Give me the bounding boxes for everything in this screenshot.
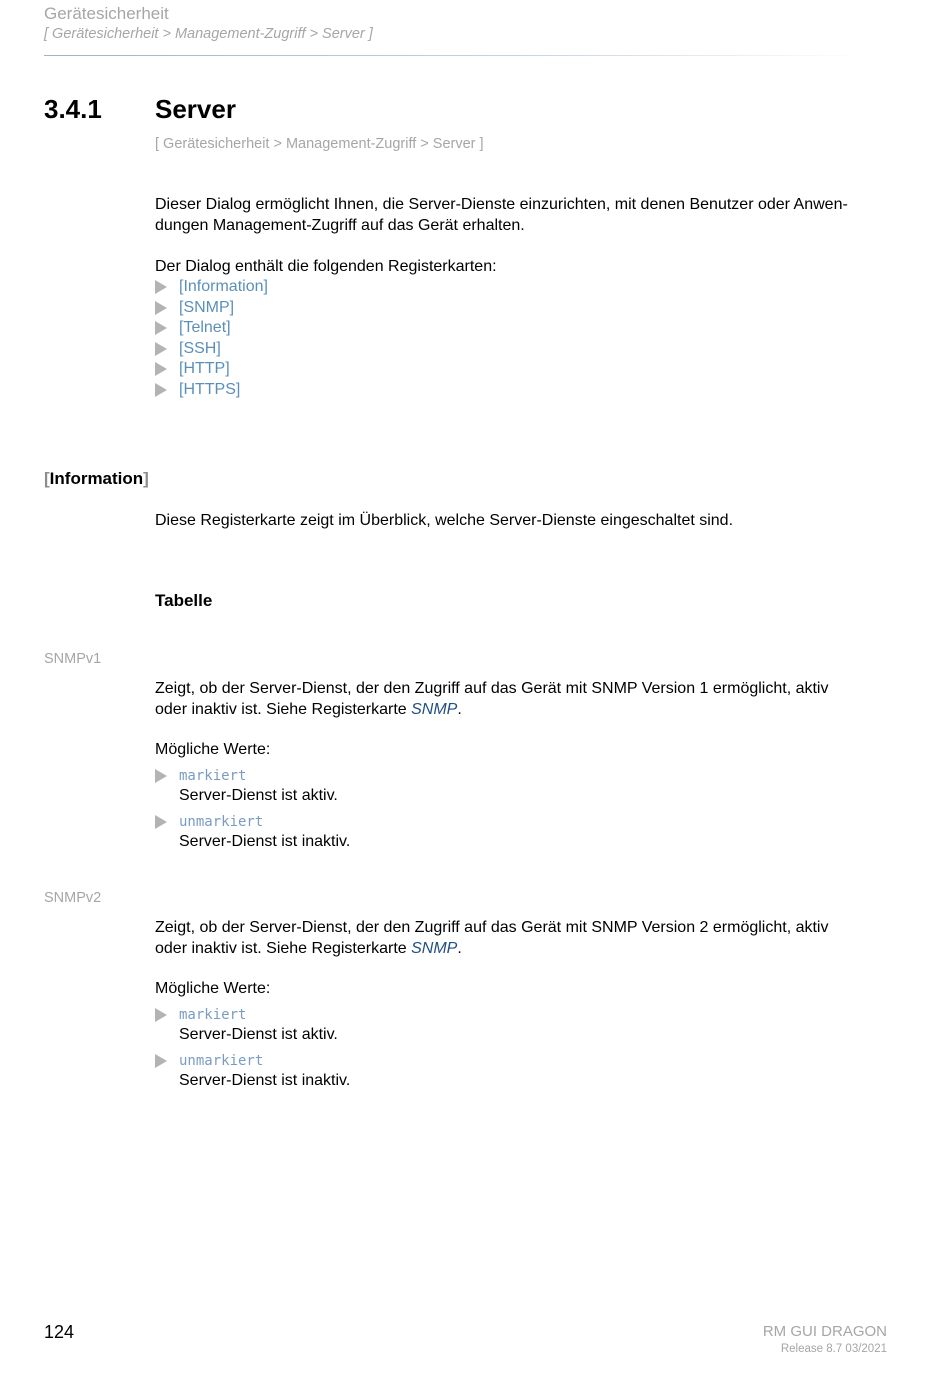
information-text: Diese Registerkarte zeigt im Überblick, welche Server-Dienste eingeschaltet sind.	[155, 512, 734, 529]
bullet-triangle-icon	[155, 321, 167, 335]
header-divider	[44, 55, 864, 56]
value-code: markiert	[179, 1007, 247, 1023]
snmp-tab-link[interactable]: SNMP	[411, 939, 458, 957]
tab-list-item[interactable]	[155, 298, 268, 319]
value-code: unmarkiert	[179, 1053, 264, 1069]
tab-list-item[interactable]	[155, 359, 268, 380]
bullet-triangle-icon	[155, 362, 167, 376]
intro-line-1: Dieser Dialog ermöglicht Ihnen, die Server-Dienste einzurichten, mit denen Benutzer oder Anwen-	[155, 196, 848, 213]
running-header-title: Gerätesicherheit	[44, 4, 169, 23]
tab-list-item[interactable]	[155, 318, 268, 339]
value-code: markiert	[179, 768, 247, 784]
bullet-triangle-icon	[155, 342, 167, 356]
desc-line-1: Zeigt, ob der Server-Dienst, der den Zugriff auf das Gerät mit SNMP Version 1 ermöglicht, aktiv	[155, 680, 829, 697]
tab-link-snmp[interactable]: [SNMP]	[179, 298, 235, 316]
tab-list-item[interactable]	[155, 380, 268, 401]
tab-list	[155, 277, 268, 400]
values-label: Mögliche Werte:	[155, 980, 271, 997]
footer-product: RM GUI DRAGON	[762, 1323, 887, 1340]
value-description: Server-Dienst ist aktiv.	[179, 1026, 338, 1043]
section-number: 3.4.1	[44, 94, 102, 124]
bullet-triangle-icon	[155, 280, 167, 294]
desc-line-2-pre: oder inaktiv ist. Siehe Registerkarte	[155, 700, 412, 718]
desc-line-1: Zeigt, ob der Server-Dienst, der den Zugriff auf das Gerät mit SNMP Version 2 ermöglicht, aktiv	[155, 919, 829, 936]
value-item	[155, 1051, 350, 1091]
values-list	[155, 766, 350, 858]
bullet-triangle-icon	[155, 1054, 167, 1068]
tab-link-https[interactable]: [HTTPS]	[179, 380, 241, 398]
desc-line-2	[155, 700, 895, 721]
page-number: 124	[44, 1322, 75, 1342]
desc-line-2	[155, 939, 895, 960]
tab-link-ssh[interactable]: [SSH]	[179, 339, 221, 357]
information-heading	[44, 469, 149, 489]
heading-bracket-open: [	[44, 469, 50, 488]
value-description: Server-Dienst ist aktiv.	[179, 787, 338, 804]
tab-list-item[interactable]	[155, 339, 268, 360]
bullet-triangle-icon	[155, 301, 167, 315]
param-name-snmpv1: SNMPv1	[44, 651, 102, 667]
desc-line-2-post: .	[457, 700, 462, 718]
value-description: Server-Dienst ist inaktiv.	[179, 833, 351, 850]
section-title: Server	[155, 94, 236, 124]
tab-link-http[interactable]: [HTTP]	[179, 360, 230, 378]
value-item	[155, 812, 350, 852]
param-name-snmpv2: SNMPv2	[44, 890, 102, 906]
bullet-triangle-icon	[155, 1008, 167, 1022]
tab-link-telnet[interactable]: [Telnet]	[179, 319, 231, 337]
section-path: [ Gerätesicherheit > Management-Zugriff > Server ]	[155, 136, 484, 152]
information-heading-text: Information	[49, 469, 144, 488]
table-heading: Tabelle	[155, 591, 213, 610]
intro-line-2: dungen Management-Zugriff auf das Gerät erhalten.	[155, 216, 525, 234]
values-label: Mögliche Werte:	[155, 741, 271, 758]
param-description	[155, 918, 895, 959]
value-code: unmarkiert	[179, 814, 264, 830]
values-list	[155, 1005, 350, 1097]
value-description: Server-Dienst ist inaktiv.	[179, 1072, 351, 1089]
heading-bracket-close: ]	[143, 469, 149, 488]
running-header-path: [ Gerätesicherheit > Management-Zugriff > Server ]	[44, 26, 373, 42]
tab-list-item[interactable]	[155, 277, 268, 298]
footer-release: Release 8.7 03/2021	[780, 1343, 887, 1355]
bullet-triangle-icon	[155, 769, 167, 783]
bullet-triangle-icon	[155, 815, 167, 829]
bullet-triangle-icon	[155, 383, 167, 397]
tabs-intro: Der Dialog enthält die folgenden Registerkarten:	[155, 258, 497, 275]
desc-line-2-post: .	[457, 939, 462, 957]
desc-line-2-pre: oder inaktiv ist. Siehe Registerkarte	[155, 939, 412, 957]
value-item	[155, 766, 350, 806]
tab-link-information[interactable]: [Information]	[179, 278, 268, 296]
snmp-tab-link[interactable]: SNMP	[411, 700, 458, 718]
value-item	[155, 1005, 350, 1045]
intro-paragraph	[155, 195, 895, 236]
param-description	[155, 679, 895, 720]
